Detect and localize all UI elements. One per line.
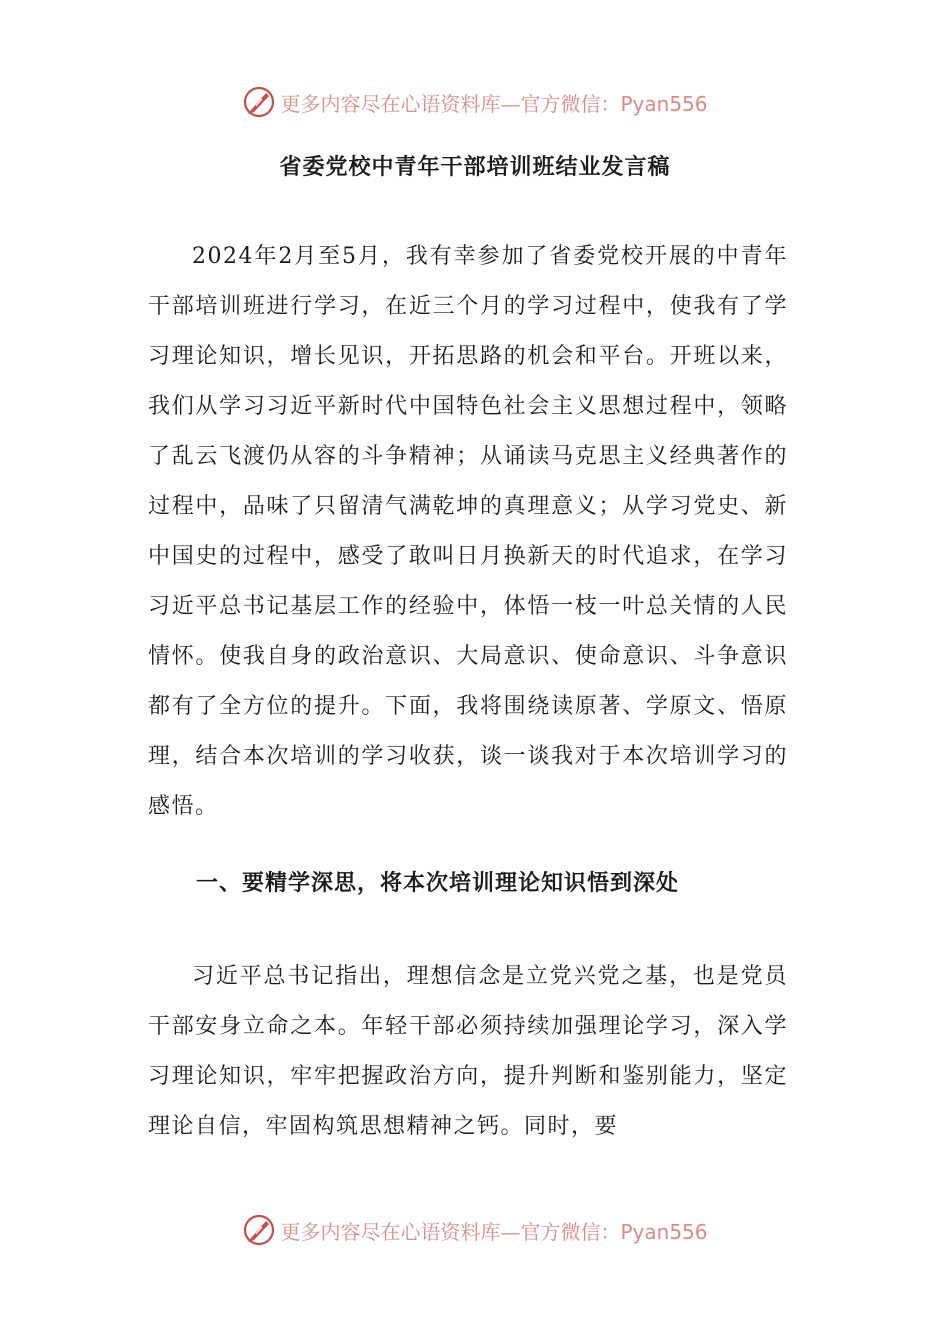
watermark-header	[0, 82, 950, 122]
body-paragraph-1-container	[148, 232, 788, 832]
watermark-footer	[0, 1210, 950, 1250]
watermark-text: 更多内容尽在心语资料库—官方微信：	[280, 1219, 621, 1244]
body-paragraph-1: 2024年2月至5月，我有幸参加了省委党校开展的中青年干部培训班进行学习，在近三个月的学习过程中，使我有了学习理论知识，增长见识，开拓思路的机会和平台。开班以来，我们从学习习近平新时代中国特色社会主义思想过程中，领略了乱云飞渡仍从容的斗争精神；从诵读马克思主义经典著作的过程中，品味了只留清气满乾坤的真理意义；从学习党史、新中国史的过程中，感受了敢叫日月换新天的时代追求，在学习习近平总书记基层工作的经验中，体悟一枝一叶总关情的人民情怀。使我自身的政治意识、大局意识、使命意识、斗争意识都有了全方位的提升。下面，我将围绕读原著、学原文、悟原理，结合本次培训的学习收获，谈一谈我对于本次培训学习的感悟。	[148, 244, 788, 819]
section-heading-1: 一、要精学深思，将本次培训理论知识悟到深处	[196, 871, 680, 896]
watermark-text: 更多内容尽在心语资料库—官方微信：	[280, 91, 621, 116]
body-paragraph-2-container	[148, 952, 788, 1152]
quill-pen-circle-icon	[242, 85, 276, 119]
watermark-wechat-id: Pyan556	[620, 1219, 708, 1244]
quill-pen-circle-icon	[242, 1213, 276, 1247]
document-title: 省委党校中青年干部培训班结业发言稿	[279, 155, 671, 180]
body-paragraph-2: 习近平总书记指出，理想信念是立党兴党之基，也是党员干部安身立命之本。年轻干部必须持续加强理论学习，深入学习理论知识，牢牢把握政治方向，提升判断和鉴别能力，坚定理论自信，牢固构筑思想精神之钙。同时，要	[148, 964, 788, 1139]
watermark-wechat-id: Pyan556	[620, 91, 708, 116]
